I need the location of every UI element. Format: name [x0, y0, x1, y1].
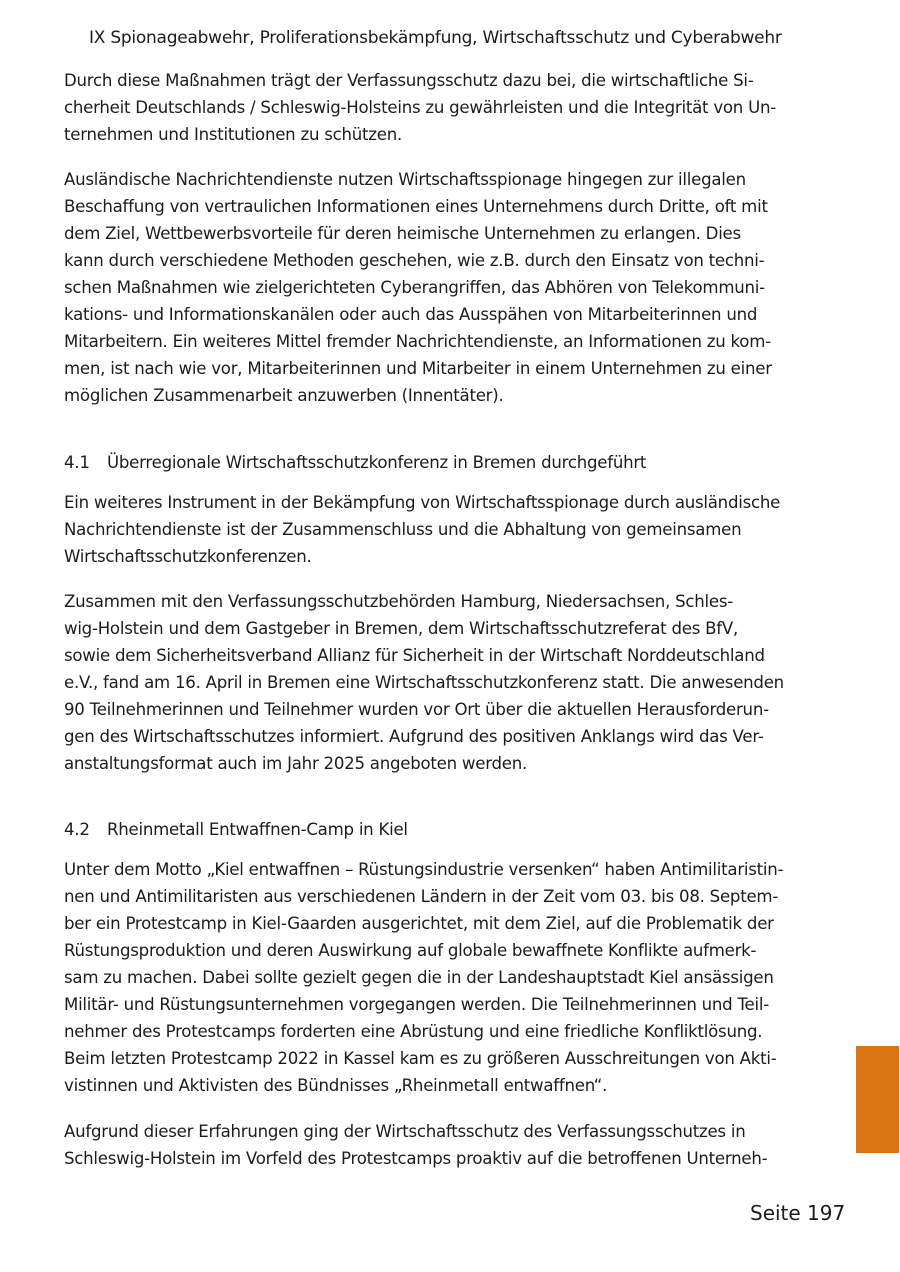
text-line: nehmer des Protestcamps forderten eine Abrüstung und eine friedliche Konfliktlösung.: [64, 1022, 763, 1041]
text-line: kann durch verschiedene Methoden geschehen, wie z.B. durch den Einsatz von techni-: [64, 251, 765, 270]
section-number: 4.1: [64, 453, 90, 472]
text-line: Ein weiteres Instrument in der Bekämpfung von Wirtschaftsspionage durch ausländische: [64, 493, 781, 512]
text-line: Militär- und Rüstungsunternehmen vorgegangen werden. Die Teilnehmerinnen und Teil-: [64, 995, 769, 1014]
text-line: Durch diese Maßnahmen trägt der Verfassungsschutz dazu bei, die wirtschaftliche Si-: [64, 71, 754, 90]
text-line: Aufgrund dieser Erfahrungen ging der Wirtschaftsschutz des Verfassungsschutzes in: [64, 1122, 746, 1141]
section-heading-4-2: [64, 819, 408, 841]
text-line: cherheit Deutschlands / Schleswig-Holsteins zu gewährleisten und die Integrität von Un-: [64, 98, 776, 117]
text-line: 90 Teilnehmerinnen und Teilnehmer wurden vor Ort über die aktuellen Herausforderun-: [64, 700, 769, 719]
text-line: Rüstungsproduktion und deren Auswirkung auf globale bewaffnete Konflikte aufmerk-: [64, 941, 757, 960]
text-line: nen und Antimilitaristen aus verschiedenen Ländern in der Zeit vom 03. bis 08. Septem-: [64, 887, 779, 906]
text-line: Schleswig-Holstein im Vorfeld des Protestcamps proaktiv auf die betroffenen Unterneh-: [64, 1149, 768, 1168]
paragraph-foreign-espionage: [64, 166, 804, 409]
section-heading-4-1: [64, 452, 646, 474]
text-line: Beim letzten Protestcamp 2022 in Kassel kam es zu größeren Ausschreitungen von Akti-: [64, 1049, 777, 1068]
text-line: schen Maßnahmen wie zielgerichteten Cyberangriffen, das Abhören von Telekommuni-: [64, 278, 765, 297]
text-line: e.V., fand am 16. April in Bremen eine Wirtschaftsschutzkonferenz statt. Die anwesenden: [64, 673, 784, 692]
paragraph-protest-camp: [64, 856, 804, 1099]
text-line: anstaltungsformat auch im Jahr 2025 angeboten werden.: [64, 754, 528, 773]
text-line: vistinnen und Aktivisten des Bündnisses „Rheinmetall entwaffnen“.: [64, 1076, 608, 1095]
section-title: Rheinmetall Entwaffnen-Camp in Kiel: [107, 820, 408, 839]
paragraph-proactive-outreach: [64, 1118, 804, 1172]
text-line: Ausländische Nachrichtendienste nutzen Wirtschaftsspionage hingegen zur illegalen: [64, 170, 746, 189]
text-line: Unter dem Motto „Kiel entwaffnen – Rüstungsindustrie versenken“ haben Antimilitaristin-: [64, 860, 784, 879]
text-line: dem Ziel, Wettbewerbsvorteile für deren heimische Unternehmen zu erlangen. Dies: [64, 224, 741, 243]
page-number: Seite 197: [750, 1201, 846, 1225]
text-line: Beschaffung von vertraulichen Informationen eines Unternehmens durch Dritte, oft mit: [64, 197, 768, 216]
text-line: Wirtschaftsschutzkonferenzen.: [64, 547, 312, 566]
text-line: ternehmen und Institutionen zu schützen.: [64, 125, 402, 144]
paragraph-bremen-conference: [64, 588, 804, 777]
text-line: wig-Holstein und dem Gastgeber in Bremen, dem Wirtschaftsschutzreferat des BfV,: [64, 619, 738, 638]
running-header: IX Spionageabwehr, Proliferationsbekämpfung, Wirtschaftsschutz und Cyberabwehr: [89, 28, 782, 48]
text-line: men, ist nach wie vor, Mitarbeiterinnen und Mitarbeiter in einem Unternehmen zu einer: [64, 359, 772, 378]
text-line: sam zu machen. Dabei sollte gezielt gegen die in der Landeshauptstadt Kiel ansässigen: [64, 968, 774, 987]
chapter-marker-tab: [856, 1046, 899, 1153]
paragraph-conference-instrument: [64, 489, 804, 570]
text-line: Zusammen mit den Verfassungsschutzbehörden Hamburg, Niedersachsen, Schles-: [64, 592, 733, 611]
section-number: 4.2: [64, 820, 90, 839]
text-line: kations- und Informationskanälen oder auch das Ausspähen von Mitarbeiterinnen und: [64, 305, 758, 324]
text-line: Nachrichtendienste ist der Zusammenschluss und die Abhaltung von gemeinsamen: [64, 520, 742, 539]
text-line: gen des Wirtschaftsschutzes informiert. Aufgrund des positiven Anklangs wird das Ver-: [64, 727, 764, 746]
text-line: ber ein Protestcamp in Kiel-Gaarden ausgerichtet, mit dem Ziel, auf die Problematik der: [64, 914, 774, 933]
text-line: sowie dem Sicherheitsverband Allianz für Sicherheit in der Wirtschaft Norddeutschland: [64, 646, 765, 665]
text-line: Mitarbeitern. Ein weiteres Mittel fremder Nachrichtendienste, an Informationen zu kom-: [64, 332, 771, 351]
paragraph-intro-conclusion: [64, 67, 804, 148]
text-line: möglichen Zusammenarbeit anzuwerben (Innentäter).: [64, 386, 504, 405]
section-title: Überregionale Wirtschaftsschutzkonferenz in Bremen durchgeführt: [107, 453, 647, 472]
